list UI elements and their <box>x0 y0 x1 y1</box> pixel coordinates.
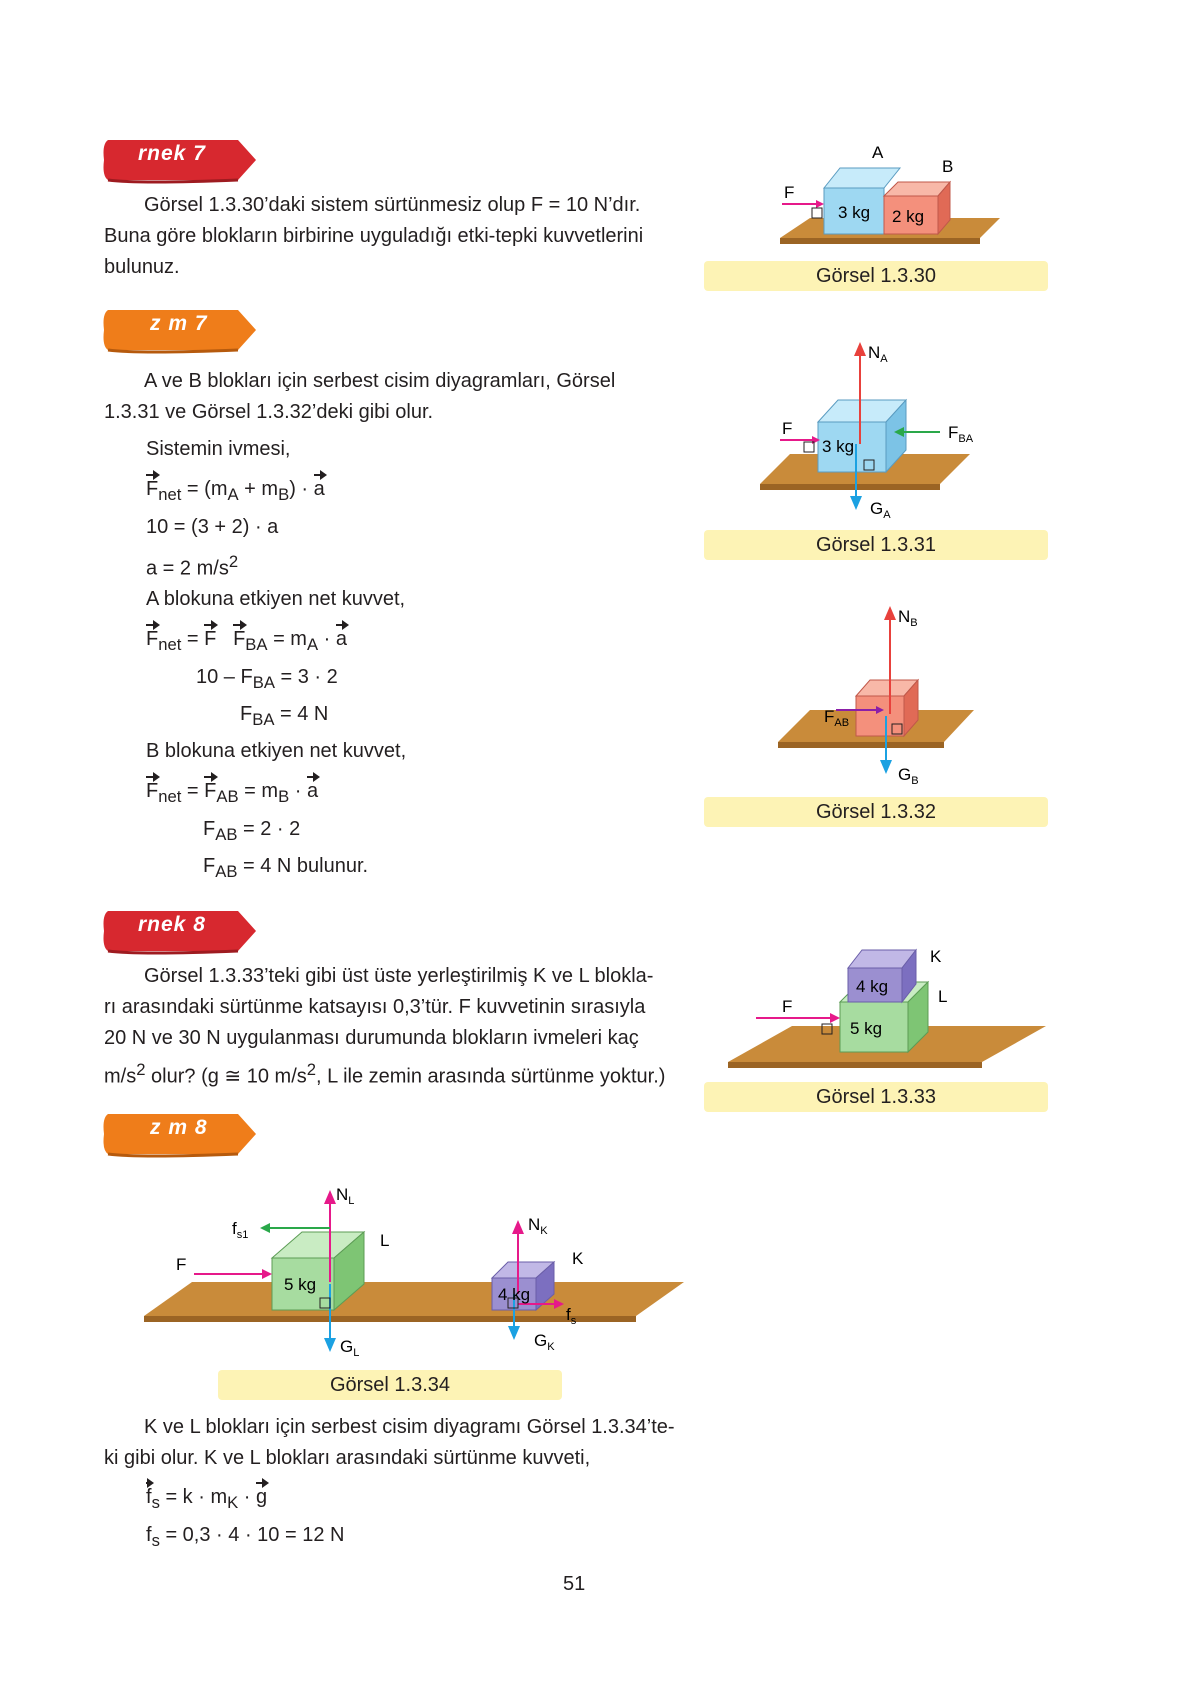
caption-1-3-30: Görsel 1.3.30 <box>704 261 1048 291</box>
label-FBA: F <box>948 423 959 442</box>
label-F: F <box>782 997 793 1016</box>
label-B: B <box>942 157 954 176</box>
label-G-sub: B <box>911 775 919 787</box>
eq-fs-formula: $f_s = k \cdot m_K \cdot g$ <box>146 1486 268 1512</box>
cozum7-banner-text: z m 7 <box>150 312 208 335</box>
eq-fab-2: $F_{AB} = 4$ N bulunur. <box>203 855 369 881</box>
label-GL-sub: L <box>353 1347 360 1359</box>
svg-text:fs1 <box>232 1219 248 1241</box>
label-N-sub: B <box>910 617 918 629</box>
ornek8-banner-text: rnek 8 <box>138 913 206 936</box>
eq-numeric-1: 10 = (3 + 2) · a <box>146 516 279 538</box>
label-G-sub: A <box>883 509 891 521</box>
cozum7-A-net-label: A blokuna etkiyen net kuvvet, <box>146 588 406 610</box>
label-F: F <box>784 183 795 202</box>
label-FBA-sub: BA <box>958 433 974 445</box>
mass-K: 4 kg <box>856 977 889 996</box>
svg-text:NK <box>528 1215 548 1237</box>
label-L: L <box>380 1231 390 1250</box>
figure-1-3-33 <box>724 940 1054 1070</box>
label-NL-sub: L <box>348 1195 355 1207</box>
caption-1-3-33: Görsel 1.3.33 <box>704 1082 1048 1112</box>
caption-1-3-32: Görsel 1.3.32 <box>704 797 1048 827</box>
caption-1-3-34: Görsel 1.3.34 <box>218 1370 562 1400</box>
eq-acc: a = 2 $m/s^2$ <box>146 552 239 580</box>
svg-text:NB <box>898 607 918 629</box>
svg-text:NA <box>868 343 888 365</box>
label-N: N <box>898 607 911 626</box>
eq-fab-1: $F_{AB} = 2 \cdot 2$ <box>203 818 301 844</box>
mass-L: 5 kg <box>284 1275 317 1294</box>
figure-1-3-31 <box>760 334 1010 524</box>
svg-text:GB <box>898 765 919 787</box>
label-GK-sub: K <box>547 1341 555 1353</box>
label-F: F <box>782 419 793 438</box>
cozum8-banner-text: z m 8 <box>150 1116 208 1139</box>
label-NK: N <box>528 1215 541 1234</box>
cozum8-text: K ve L blokları için serbest cisim diyagramı Görsel 1.3.34’te- ki gibi olur. K ve L blokları arasındaki sürtünme kuvveti, <box>104 1416 675 1469</box>
label-K: K <box>572 1249 584 1268</box>
mass-A: 3 kg <box>822 437 855 456</box>
label-GK: G <box>534 1331 548 1350</box>
label-FAB-sub: AB <box>834 717 850 729</box>
eq-fnet-B: $F_{net} = F_{AB} = m_B \cdot a$ <box>146 780 319 806</box>
svg-text:FBA <box>948 423 974 445</box>
label-fs: f <box>566 1305 571 1324</box>
label-fs1-sub: s1 <box>236 1229 249 1241</box>
cozum7-text: A ve B blokları için serbest cisim diyagramları, Görsel 1.3.31 ve Görsel 1.3.32’deki gibi olur. <box>104 370 616 423</box>
ornek7-text: Görsel 1.3.30’daki sistem sürtünmesiz olup F = 10 N’dır. Buna göre blokların birbirine uyguladığı etki-tepki kuvvetlerini bulunuz. <box>104 194 644 278</box>
cozum7-ivme-label: Sistemin ivmesi, <box>146 438 291 460</box>
block-a-top <box>824 168 900 188</box>
mass-B: 2 kg <box>892 207 925 226</box>
ornek8-text: Görsel 1.3.33’teki gibi üst üste yerleştirilmiş K ve L blokla- rı arasındaki sürtünme katsayısı 0,3’tür. F kuvvetinin sırasıyla 20 N ve 30 N uygulanması durumunda blokların ivmeleri kaç $m/s^2$ olur? (g ≅ 10 $m/s^2$, L ile zemin arasında sürtünme yoktur.) <box>104 965 666 1088</box>
eq-fnet-A: $F_{net} = F$ $F_{BA} = m_A \cdot a$ <box>146 628 347 654</box>
eq-fnet-ma: $F_{net} = (m_A + m_B) \cdot a$ <box>146 478 325 504</box>
label-fs1: f <box>232 1219 237 1238</box>
label-fs-sub: s <box>570 1315 577 1327</box>
label-N-sub: A <box>880 353 888 365</box>
figure-1-3-34 <box>136 1174 696 1364</box>
eq-fba-result: $F_{BA} = 4$ N <box>240 703 329 729</box>
page-number: 51 <box>563 1573 586 1595</box>
svg-text:GA <box>870 499 891 521</box>
mass-A: 3 kg <box>838 203 871 222</box>
figure-1-3-30 <box>780 138 1020 258</box>
svg-text:NL <box>336 1185 354 1207</box>
mass-K: 4 kg <box>498 1285 531 1304</box>
label-L: L <box>938 987 948 1006</box>
label-NL: N <box>336 1185 349 1204</box>
svg-text:GL <box>340 1337 359 1359</box>
label-NK-sub: K <box>540 1225 548 1237</box>
label-FAB: F <box>824 707 835 726</box>
figure-1-3-32 <box>774 596 1004 796</box>
svg-text:GK <box>534 1331 555 1353</box>
label-N: N <box>868 343 881 362</box>
label-A: A <box>872 143 884 162</box>
mass-L: 5 kg <box>850 1019 883 1038</box>
caption-1-3-31: Görsel 1.3.31 <box>704 530 1048 560</box>
eq-fs-value: $f_s = 0,3 \cdot 4 \cdot 10 = 12$ N <box>146 1524 345 1550</box>
label-GL: G <box>340 1337 354 1356</box>
cozum7-B-net-label: B blokuna etkiyen net kuvvet, <box>146 740 407 762</box>
label-G: G <box>898 765 912 784</box>
label-K: K <box>930 947 942 966</box>
label-G: G <box>870 499 884 518</box>
label-F: F <box>176 1255 187 1274</box>
eq-numeric-2: $10 - F_{BA} = 3 \cdot 2$ <box>196 666 338 692</box>
ornek7-banner-text: rnek 7 <box>138 142 206 165</box>
